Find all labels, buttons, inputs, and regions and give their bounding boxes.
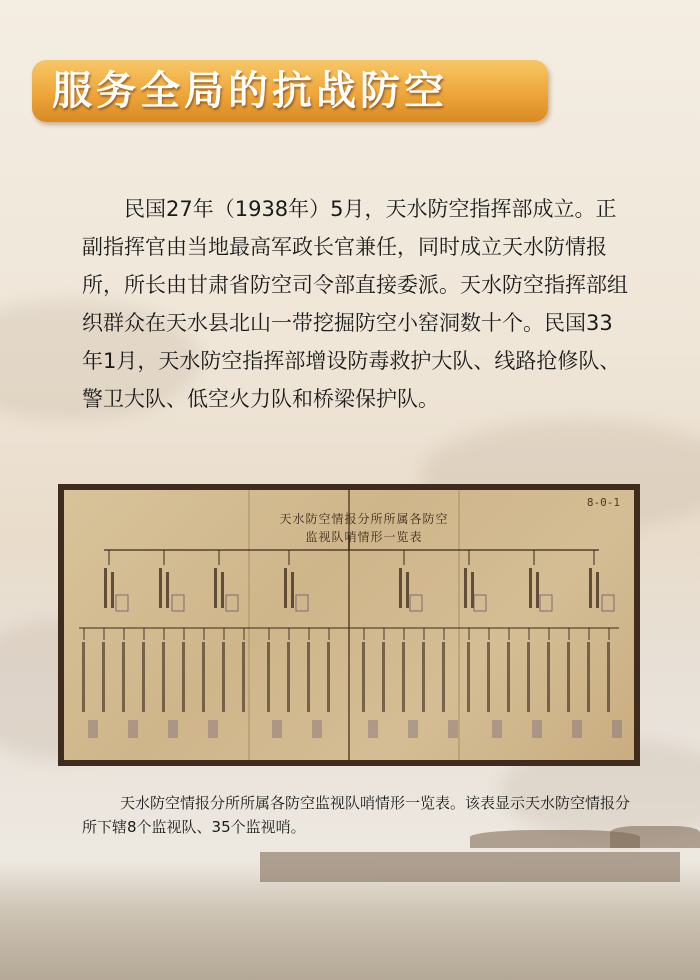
- body-paragraph: 民国27年（1938年）5月，天水防空指挥部成立。正副指挥官由当地最高军政长官兼任，同时成立天水防情报所，所长由甘肃省防空司令部直接委派。天水防空指挥部组织群众在天水县北山一带挖掘防空小窑洞数十个。民国33年1月，天水防空指挥部增设防毒救护大队、线路抢修队、警卫大队、低空火力队和桥梁保护队。: [82, 197, 628, 411]
- document-paper: [64, 490, 634, 760]
- page-title: 服务全局的抗战防空: [52, 68, 448, 114]
- building-silhouette: [260, 852, 680, 882]
- document-heading: 天水防空情报分所所属各防空监视队哨情形一览表: [279, 512, 449, 544]
- building-silhouette: [610, 826, 700, 848]
- document-archive-code: 8-0-1: [586, 496, 620, 509]
- archive-document-image: [58, 484, 640, 766]
- image-caption: 天水防空情报分所所属各防空监视队哨情形一览表。该表显示天水防空情报分所下辖8个监视队、35个监视哨。: [82, 794, 631, 836]
